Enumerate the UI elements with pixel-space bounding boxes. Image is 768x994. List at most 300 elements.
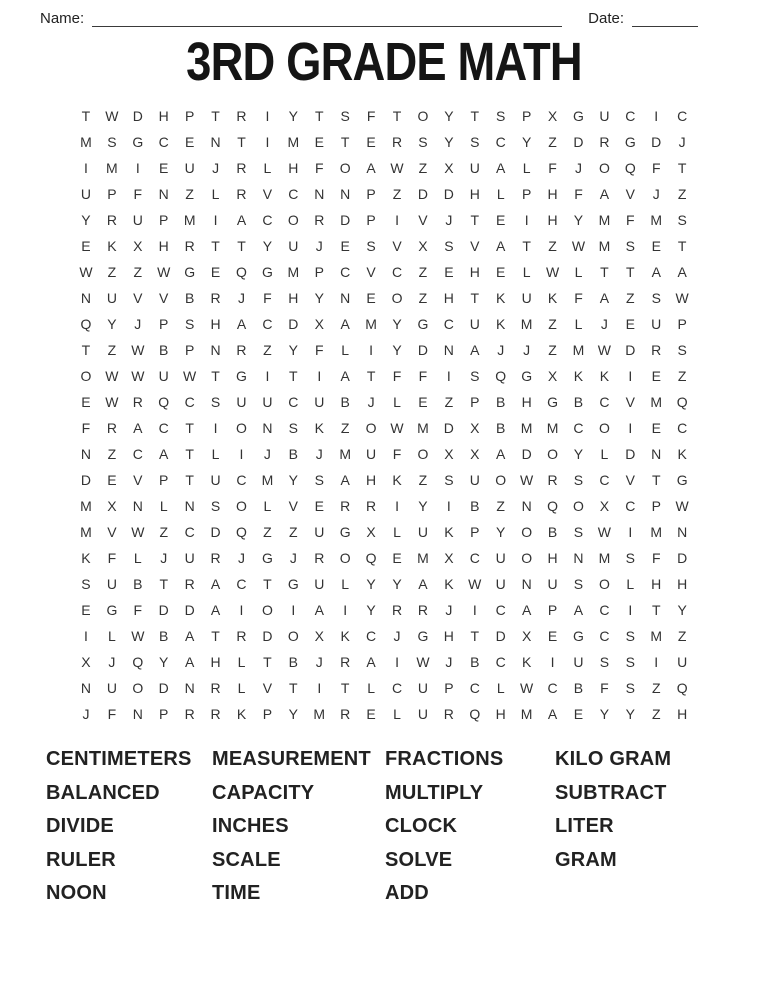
grid-letter: N [80, 680, 92, 696]
grid-letter: O [261, 602, 273, 618]
date-blank-line [632, 13, 698, 27]
grid-row [73, 311, 695, 337]
word-list-item: NOON [46, 882, 107, 904]
grid-letter: B [133, 576, 143, 592]
grid-letter: M [650, 212, 663, 228]
grid-letter: A [184, 628, 195, 644]
grid-letter: W [105, 394, 119, 410]
grid-letter: W [675, 290, 689, 306]
grid-letter: F [107, 706, 117, 722]
grid-letter: C [340, 264, 351, 280]
grid-letter: C [599, 628, 610, 644]
grid-letter: Z [418, 472, 428, 488]
grid-letter: H [210, 316, 221, 332]
grid-letter: M [80, 134, 92, 150]
grid-letter: C [677, 108, 688, 124]
grid-letter: T [81, 342, 91, 358]
grid-letter: M [598, 238, 611, 254]
word-list-item: CAPACITY [212, 781, 315, 804]
grid-letter: K [314, 420, 324, 436]
grid-letter: O [339, 160, 351, 176]
grid-letter: R [443, 706, 454, 722]
grid-letter: K [496, 290, 506, 306]
grid-letter: Z [548, 316, 557, 332]
grid-letter: M [287, 134, 300, 150]
grid-letter: D [443, 420, 454, 436]
grid-letter: S [340, 108, 350, 124]
grid-row [73, 493, 695, 519]
grid-letter: W [131, 342, 145, 358]
grid-letter: O [339, 550, 351, 566]
grid-letter: E [107, 472, 117, 488]
grid-letter: R [184, 706, 195, 722]
grid-letter: R [106, 212, 117, 228]
word-list-column [385, 743, 555, 911]
grid-row [73, 623, 695, 649]
grid-letter: O [417, 446, 429, 462]
grid-letter: C [495, 134, 506, 150]
grid-letter: W [131, 628, 145, 644]
grid-letter: B [288, 654, 298, 670]
grid-letter: I [395, 654, 399, 670]
grid-letter: H [547, 212, 558, 228]
grid-letter: A [366, 160, 376, 176]
grid-row [73, 545, 695, 571]
grid-letter: S [444, 472, 454, 488]
grid-row [73, 649, 695, 675]
grid-letter: I [265, 108, 270, 124]
grid-letter: C [677, 420, 688, 436]
grid-letter: Q [676, 680, 688, 696]
grid-letter: X [547, 108, 558, 124]
grid-letter: G [417, 628, 429, 644]
grid-letter: J [678, 134, 686, 150]
grid-letter: J [108, 654, 116, 670]
grid-letter: B [184, 290, 195, 306]
grid-letter: C [132, 446, 143, 462]
grid-letter: C [495, 602, 506, 618]
grid-letter: E [651, 368, 661, 384]
grid-row [73, 441, 695, 467]
grid-letter: Y [81, 212, 91, 228]
grid-letter: L [393, 394, 401, 410]
grid-letter: F [314, 160, 324, 176]
grid-letter: X [81, 654, 91, 670]
grid-letter: A [599, 290, 610, 306]
grid-letter: Z [159, 524, 168, 540]
grid-letter: U [469, 472, 480, 488]
grid-letter: Z [548, 134, 557, 150]
grid-letter: I [524, 212, 529, 228]
grid-letter: Y [521, 134, 532, 150]
header [0, 0, 768, 28]
grid-letter: Y [159, 654, 169, 670]
grid-letter: Z [418, 290, 428, 306]
grid-letter: I [84, 160, 88, 176]
grid-letter: L [522, 160, 531, 176]
grid-letter: U [184, 550, 195, 566]
grid-letter: K [236, 706, 247, 722]
grid-letter: H [443, 290, 454, 306]
grid-letter: Z [626, 290, 635, 306]
grid-letter: H [158, 238, 169, 254]
grid-letter: L [574, 264, 583, 280]
grid-letter: Y [392, 342, 402, 358]
grid-letter: W [105, 108, 119, 124]
grid-letter: V [366, 264, 376, 280]
grid-letter: H [288, 290, 299, 306]
grid-letter: Y [288, 472, 298, 488]
grid-letter: A [521, 602, 532, 618]
grid-letter: X [547, 368, 558, 384]
grid-letter: L [237, 654, 246, 670]
grid-letter: N [573, 550, 584, 566]
grid-row [73, 337, 695, 363]
grid-letter: R [184, 576, 195, 592]
grid-letter: E [547, 628, 558, 644]
grid-letter: Z [289, 524, 298, 540]
grid-letter: Q [236, 524, 247, 540]
grid-row [73, 285, 695, 311]
grid-letter: E [651, 420, 661, 436]
grid-letter: U [469, 160, 480, 176]
grid-letter: S [496, 108, 506, 124]
grid-letter: C [469, 550, 480, 566]
grid-letter: Y [418, 498, 428, 514]
grid-letter: S [418, 134, 428, 150]
grid-letter: P [470, 524, 480, 540]
grid-letter: C [158, 134, 169, 150]
grid-letter: X [470, 420, 480, 436]
grid-letter: J [652, 186, 660, 202]
grid-letter: I [265, 134, 270, 150]
grid-letter: I [213, 212, 218, 228]
grid-letter: A [133, 420, 143, 436]
grid-letter: C [262, 316, 273, 332]
grid-letter: C [184, 524, 195, 540]
grid-letter: D [417, 342, 428, 358]
grid-letter: G [624, 134, 636, 150]
grid-letter: Q [676, 394, 688, 410]
grid-letter: W [416, 654, 430, 670]
grid-letter: D [651, 134, 662, 150]
grid-letter: R [184, 238, 195, 254]
grid-letter: H [651, 576, 662, 592]
grid-letter: Q [495, 368, 507, 384]
grid-letter: U [677, 654, 688, 670]
grid-letter: K [81, 550, 91, 566]
grid-letter: T [185, 446, 194, 462]
grid-letter: B [573, 680, 584, 696]
grid-letter: L [341, 576, 350, 592]
grid-letter: W [675, 498, 689, 514]
grid-letter: D [210, 524, 221, 540]
grid-letter: H [443, 628, 454, 644]
word-list-item: CLOCK [385, 815, 458, 837]
grid-letter: I [550, 654, 555, 670]
grid-letter: Q [80, 316, 92, 332]
grid-letter: O [521, 550, 533, 566]
word-list-column [46, 743, 212, 911]
grid-letter: P [107, 186, 117, 202]
grid-letter: U [210, 472, 221, 488]
grid-letter: N [210, 342, 221, 358]
grid-letter: G [521, 368, 533, 384]
grid-letter: C [469, 680, 480, 696]
grid-letter: L [341, 342, 350, 358]
grid-letter: Z [185, 186, 194, 202]
grid-letter: O [236, 498, 247, 514]
grid-letter: T [522, 238, 531, 254]
grid-letter: L [211, 186, 220, 202]
grid-letter: U [106, 576, 117, 592]
grid-letter: F [107, 550, 117, 566]
grid-letter: L [263, 498, 272, 514]
grid-letter: J [497, 342, 505, 358]
grid-row [73, 389, 695, 415]
word-search-grid [73, 103, 695, 727]
grid-row [73, 129, 695, 155]
grid-letter: A [496, 446, 506, 462]
grid-letter: J [367, 394, 375, 410]
grid-letter: M [572, 342, 585, 358]
grid-letter: I [628, 368, 633, 384]
grid-letter: H [677, 706, 688, 722]
grid-letter: J [160, 550, 168, 566]
grid-letter: C [443, 316, 454, 332]
grid-letter: P [521, 108, 532, 124]
grid-letter: C [236, 576, 247, 592]
grid-letter: R [340, 498, 351, 514]
grid-row [73, 181, 695, 207]
word-list-item: ADD [385, 882, 429, 904]
grid-letter: W [545, 264, 560, 280]
grid-letter: N [210, 134, 221, 150]
grid-letter: T [81, 108, 91, 124]
grid-letter: K [392, 472, 402, 488]
word-list-item: SOLVE [385, 848, 453, 871]
grid-letter: C [262, 212, 273, 228]
grid-letter: K [573, 368, 584, 384]
word-list-item: TIME [212, 882, 261, 904]
grid-letter: R [210, 550, 221, 566]
grid-letter: J [445, 212, 453, 228]
grid-letter: D [417, 186, 428, 202]
grid-letter: C [391, 264, 403, 280]
grid-letter: M [650, 394, 663, 410]
grid-letter: U [314, 394, 325, 410]
grid-letter: U [417, 706, 428, 722]
grid-letter: R [314, 212, 325, 228]
grid-letter: Z [651, 706, 661, 722]
grid-letter: Y [366, 602, 376, 618]
grid-letter: T [366, 368, 376, 384]
grid-letter: G [236, 368, 247, 384]
word-list-item: DIVIDE [46, 815, 114, 837]
grid-letter: S [625, 550, 635, 566]
grid-letter: V [262, 186, 273, 202]
grid-letter: W [597, 524, 611, 540]
grid-letter: Q [236, 264, 247, 280]
grid-letter: A [184, 654, 195, 670]
grid-letter: X [107, 498, 117, 514]
grid-letter: A [496, 160, 506, 176]
grid-letter: R [366, 498, 377, 514]
grid-letter: T [651, 602, 661, 618]
grid-letter: L [574, 316, 583, 332]
grid-letter: E [651, 238, 661, 254]
grid-letter: A [340, 316, 350, 332]
grid-letter: C [625, 498, 636, 514]
grid-letter: D [625, 446, 636, 462]
grid-letter: E [366, 134, 376, 150]
grid-letter: M [520, 316, 533, 332]
grid-letter: Z [677, 368, 687, 384]
grid-letter: V [133, 290, 143, 306]
grid-letter: D [573, 134, 584, 150]
grid-letter: R [236, 342, 247, 358]
grid-letter: Q [624, 160, 636, 176]
grid-letter: M [598, 212, 611, 228]
grid-letter: T [211, 368, 220, 384]
grid-letter: C [158, 420, 169, 436]
grid-letter: E [314, 498, 324, 514]
grid-letter: Z [677, 628, 687, 644]
grid-letter: X [314, 316, 324, 332]
grid-letter: A [340, 472, 350, 488]
grid-letter: Q [158, 394, 170, 410]
word-list-item: SCALE [212, 848, 281, 871]
grid-letter: M [520, 706, 533, 722]
grid-letter: J [237, 290, 245, 306]
grid-letter: D [262, 628, 273, 644]
grid-letter: A [236, 316, 247, 332]
grid-letter: G [261, 550, 273, 566]
grid-letter: B [159, 342, 169, 358]
grid-letter: G [573, 108, 584, 124]
grid-letter: N [521, 576, 532, 592]
grid-letter: P [159, 706, 169, 722]
grid-letter: J [600, 316, 608, 332]
grid-letter: C [366, 628, 377, 644]
grid-letter: T [600, 264, 609, 280]
grid-letter: T [289, 680, 298, 696]
grid-letter: G [261, 264, 273, 280]
grid-row [73, 415, 695, 441]
grid-letter: Q [132, 654, 144, 670]
grid-letter: A [496, 238, 506, 254]
grid-letter: D [625, 342, 636, 358]
grid-letter: N [184, 680, 195, 696]
grid-letter: V [625, 394, 635, 410]
grid-letter: U [521, 290, 532, 306]
word-list-item: BALANCED [46, 781, 160, 804]
grid-letter: S [470, 368, 480, 384]
grid-row [73, 233, 695, 259]
grid-letter: L [237, 680, 246, 696]
grid-letter: S [677, 212, 687, 228]
grid-row [73, 675, 695, 701]
grid-letter: R [210, 290, 221, 306]
grid-letter: P [262, 706, 273, 722]
grid-letter: B [496, 394, 506, 410]
grid-letter: N [80, 290, 92, 306]
grid-letter: J [212, 160, 220, 176]
word-list-column [212, 743, 385, 911]
grid-letter: L [626, 576, 635, 592]
grid-letter: E [159, 160, 169, 176]
grid-letter: E [496, 212, 506, 228]
grid-letter: Y [288, 342, 298, 358]
grid-row [73, 207, 695, 233]
grid-letter: H [210, 654, 221, 670]
grid-letter: Y [392, 316, 402, 332]
grid-letter: Y [107, 316, 117, 332]
grid-letter: O [287, 212, 299, 228]
grid-letter: T [185, 420, 194, 436]
grid-letter: O [287, 628, 299, 644]
grid-letter: T [470, 628, 480, 644]
grid-letter: I [265, 368, 270, 384]
grid-letter: F [133, 602, 143, 618]
grid-letter: U [495, 576, 506, 592]
grid-letter: T [263, 576, 272, 592]
grid-letter: O [495, 472, 507, 488]
grid-letter: K [521, 654, 532, 670]
grid-letter: T [211, 238, 220, 254]
grid-letter: T [237, 134, 246, 150]
grid-letter: F [133, 186, 143, 202]
grid-letter: R [236, 628, 247, 644]
grid-letter: J [315, 446, 323, 462]
grid-letter: M [339, 446, 352, 462]
grid-letter: A [236, 212, 247, 228]
grid-letter: J [263, 446, 271, 462]
grid-letter: T [470, 108, 480, 124]
grid-letter: C [599, 602, 610, 618]
word-list [0, 743, 768, 911]
grid-letter: S [184, 316, 195, 332]
grid-letter: Y [366, 576, 376, 592]
grid-letter: L [211, 446, 220, 462]
grid-letter: H [158, 108, 169, 124]
grid-letter: D [158, 602, 169, 618]
grid-letter: I [317, 680, 322, 696]
grid-letter: C [184, 394, 195, 410]
grid-letter: F [651, 160, 661, 176]
grid-letter: V [470, 238, 480, 254]
grid-letter: G [106, 602, 118, 618]
grid-letter: L [496, 186, 505, 202]
grid-letter: C [625, 108, 636, 124]
grid-letter: E [184, 134, 195, 150]
grid-letter: G [184, 264, 196, 280]
grid-letter: M [650, 524, 663, 540]
grid-letter: Y [496, 524, 506, 540]
grid-letter: I [135, 160, 140, 176]
grid-letter: W [520, 680, 534, 696]
grid-letter: S [573, 524, 584, 540]
grid-letter: Z [340, 420, 350, 436]
grid-letter: E [210, 264, 221, 280]
grid-letter: Y [625, 706, 635, 722]
grid-letter: R [236, 160, 247, 176]
grid-letter: U [366, 446, 377, 462]
grid-letter: T [237, 238, 246, 254]
grid-letter: J [237, 550, 245, 566]
grid-letter: N [184, 498, 195, 514]
grid-letter: F [651, 550, 661, 566]
